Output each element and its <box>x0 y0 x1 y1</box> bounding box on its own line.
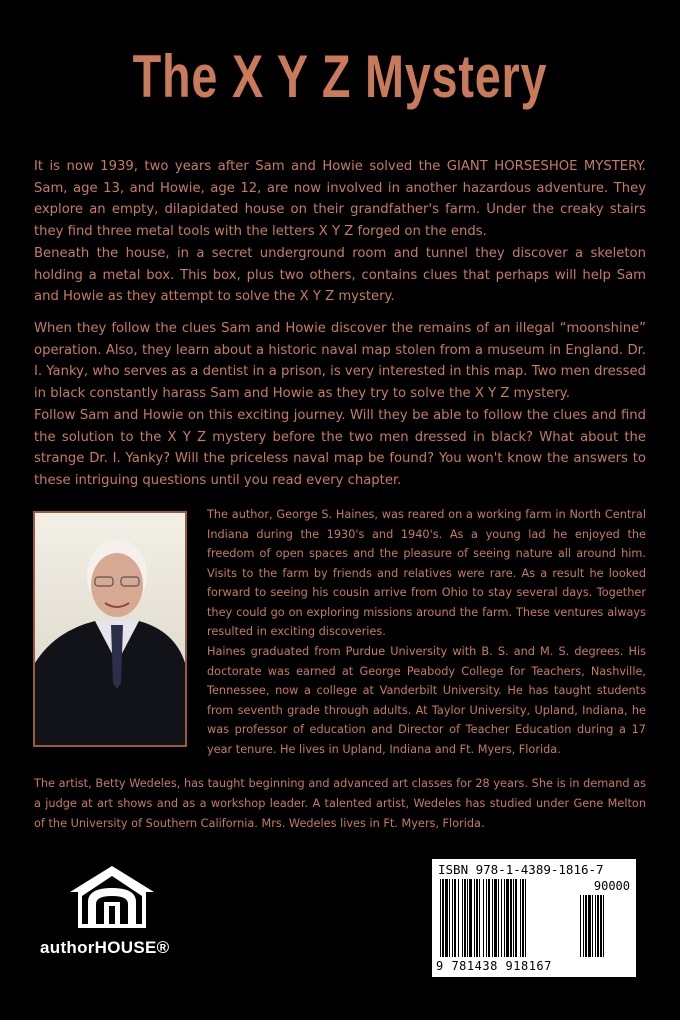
author-photo <box>33 511 187 747</box>
blurb-paragraph-2: Beneath the house, in a secret underground room and tunnel they discover a skeleton holding a metal box. This box, plus two others, contains clues that perhaps will help Sam and Howie as they attempt to solve the X Y Z mystery. <box>34 246 646 304</box>
artist-bio: The artist, Betty Wedeles, has taught beginning and advanced art classes for 28 years. She is in demand as a judge at art shows and as a workshop leader. A talented artist, Wedeles has studied under Gene Melton of the University of Southern California. Mrs. Wedeles lives in Ft. Myers, Florida. <box>34 777 646 830</box>
isbn-text: ISBN 978-1-4389-1816-7 <box>438 862 604 877</box>
barcode-digits: 9 781438 918167 <box>436 959 552 973</box>
blurb-paragraph-3: When they follow the clues Sam and Howie discover the remains of an illegal “moonshine” operation. Also, they learn about a historic naval map stolen from a museum in England. Dr. I. Yanky, who serves as a dentist in a prison, is very interested in this map. Two men dressed in black constantly harass Sam and Howie as they try to solve the X Y Z mystery. <box>34 321 646 401</box>
author-bio-paragraph-1: The author, George S. Haines, was reared on a working farm in North Central Indiana during the 1930's and 1940's. As a young lad he enjoyed the freedom of open spaces and the pleasure of seeing nature all around him. Visits to the farm by friends and relatives were rare. As a result he looked forward to seeing his cousin arrive from Ohio to stay several days. Together they could go on exploring missions around the farm. These ventures always resulted in exciting discoveries. <box>207 508 646 638</box>
blurb-paragraph-4: Follow Sam and Howie on this exciting journey. Will they be able to follow the clues and find the solution to the X Y Z mystery before the two men dressed in black? What about the strange Dr. I. Yanky? Will the priceless naval map be found? You won't know the answers to these intriguing questions until you read every chapter. <box>34 408 646 488</box>
publisher-name: authorHOUSE® <box>40 938 170 957</box>
author-bio-paragraph-2: Haines graduated from Purdue University with B. S. and M. S. degrees. His doctorate was earned at George Peabody College for Teachers, Nashville, Tennessee, now a college at Vanderbilt University. He has taught students from seventh grade through adults. At Taylor University, Upland, Indiana, he was professor of education and Director of Teacher Education during a 17 year tenure. He lives in Upland, Indiana and Ft. Myers, Florida. <box>207 645 646 756</box>
book-title: The X Y Z Mystery <box>132 43 548 110</box>
authorhouse-logo-icon <box>62 862 162 934</box>
blurb-paragraph-1: It is now 1939, two years after Sam and Howie solved the GIANT HORSESHOE MYSTERY. Sam, age 13, and Howie, age 12, are now involved in another hazardous adventure. They explore an empty, dilapidated house on their grandfather's farm. Under the creaky stairs they find three metal tools with the letters X Y Z forged on the ends. <box>34 159 646 239</box>
price-code: 90000 <box>593 879 630 893</box>
isbn-barcode <box>432 859 636 977</box>
author-portrait-image <box>35 513 185 745</box>
